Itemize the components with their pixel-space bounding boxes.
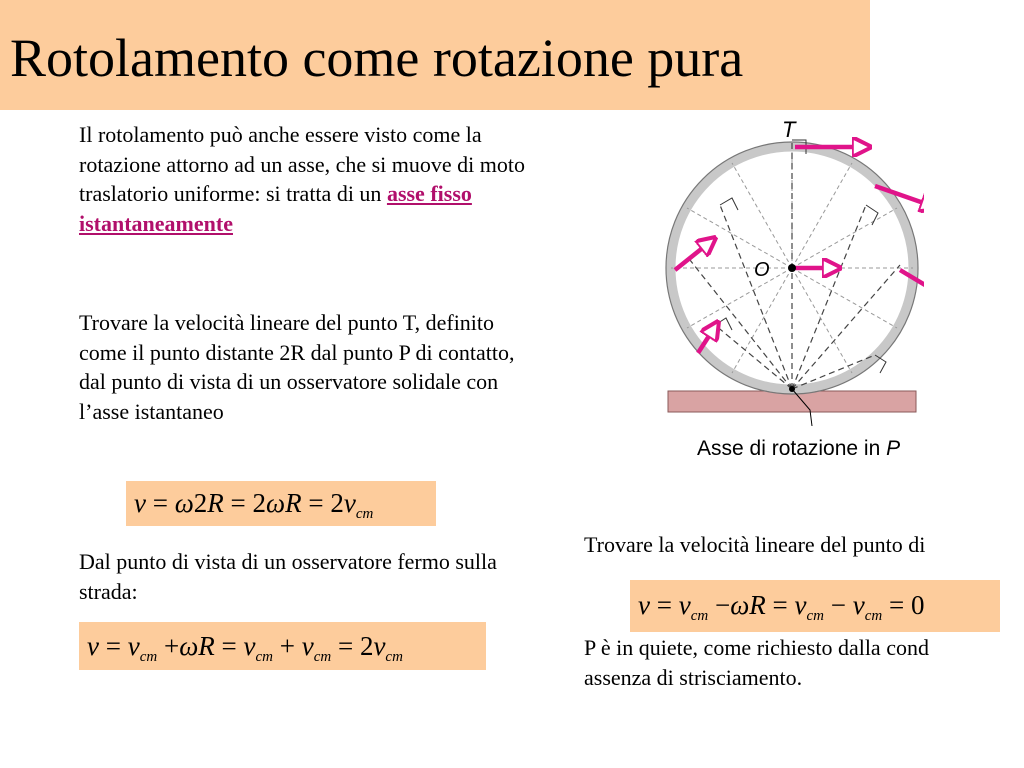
figure-caption: Asse di rotazione in P bbox=[697, 437, 901, 460]
intro-paragraph bbox=[79, 120, 529, 238]
equation-road-observer: $v = v_{cm} +\omega R = v_{cm} + v_{cm} = 2v_{cm}$ bbox=[79, 622, 486, 670]
conclusion-line-2: assenza di strisciamento. bbox=[584, 664, 803, 690]
equation-instant-axis: $v = \omega 2R = 2\omega R = 2v_{cm}$ bbox=[126, 481, 436, 526]
question-paragraph: Trovare la velocità lineare del punto T, definito come il punto distante 2R dal punto P di contatto, dal punto di vista di un osservatore solidale con l’asse istantaneo bbox=[79, 310, 515, 424]
equation-point-p: $v = v_{cm} -\omega R = v_{cm} - v_{cm} = 0$ bbox=[630, 580, 1000, 632]
road-observer-paragraph: Dal punto di vista di un osservatore fermo sulla strada: bbox=[79, 549, 497, 604]
title-bar bbox=[0, 0, 870, 110]
intro-text: Il rotolamento può anche essere visto come la rotazione attorno ad un asse, che si muove di moto traslatorio uniforme: si tratta di un bbox=[79, 122, 525, 206]
label-T: T bbox=[782, 117, 796, 142]
label-O: O bbox=[754, 259, 770, 281]
slide-title: Rotolamento come rotazione pura bbox=[10, 28, 744, 88]
point-p-question: Trovare la velocità lineare del punto di bbox=[584, 532, 926, 557]
rolling-wheel-figure bbox=[660, 110, 924, 470]
instant-axis-link[interactable]: asse fisso istantaneamente bbox=[79, 181, 472, 236]
conclusion-line-1: P è in quiete, come richiesto dalla cond bbox=[584, 635, 929, 660]
conclusion-paragraph bbox=[584, 633, 1024, 692]
